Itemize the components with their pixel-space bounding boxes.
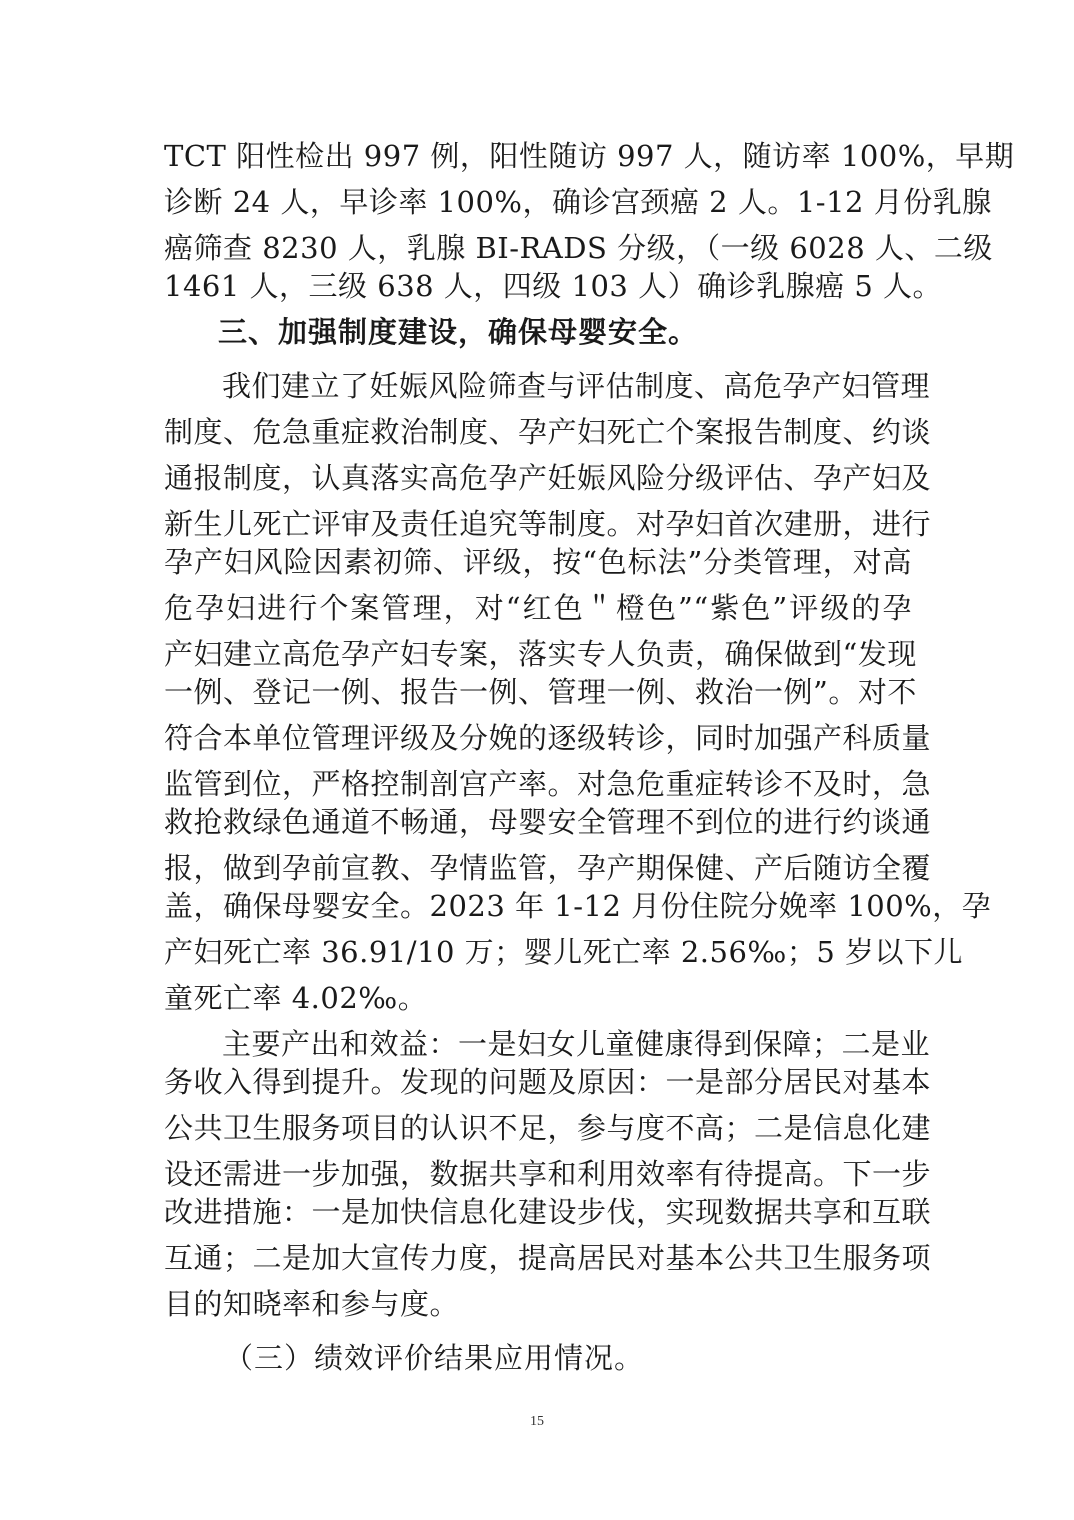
- text-line: 童死亡率 4.02‰。: [164, 981, 428, 1015]
- text-line: 务收入得到提升。发现的问题及原因：一是部分居民对基本: [164, 1065, 932, 1099]
- text-line: 监管到位，严格控制剖宫产率。对急危重症转诊不及时，急: [164, 767, 932, 801]
- text-line: 危孕妇进行个案管理，对“红色＂橙色”“紫色”评级的孕: [164, 591, 912, 625]
- text-line: 互通；二是加大宣传力度，提高居民对基本公共卫生服务项: [164, 1241, 932, 1275]
- text-line: 癌筛查 8230 人，乳腺 BI-RADS 分级，（一级 6028 人、二级: [164, 231, 993, 265]
- text-line: 制度、危急重症救治制度、孕产妇死亡个案报告制度、约谈: [164, 415, 932, 449]
- text-line: 报，做到孕前宣教、孕情监管，孕产期保健、产后随访全覆: [164, 851, 932, 885]
- text-line: TCT 阳性检出 997 例，阳性随访 997 人，随访率 100%，早期: [164, 139, 1015, 173]
- text-line: 目的知晓率和参与度。: [164, 1287, 460, 1321]
- text-line: 符合本单位管理评级及分娩的逐级转诊，同时加强产科质量: [164, 721, 932, 755]
- text-line: 我们建立了妊娠风险筛查与评估制度、高危孕产妇管理: [222, 369, 931, 403]
- text-line: 救抢救绿色通道不畅通，母婴安全管理不到位的进行约谈通: [164, 805, 932, 839]
- text-line: 孕产妇风险因素初筛、评级，按“色标法”分类管理，对高: [164, 545, 912, 579]
- text-line: 1461 人，三级 638 人，四级 103 人）确诊乳腺癌 5 人。: [164, 269, 942, 303]
- text-line: 一例、登记一例、报告一例、管理一例、救治一例”。对不: [164, 675, 917, 709]
- text-line: 主要产出和效益：一是妇女儿童健康得到保障；二是业: [222, 1027, 931, 1061]
- text-line: 改进措施：一是加快信息化建设步伐，实现数据共享和互联: [164, 1195, 932, 1229]
- section-heading: 三、加强制度建设，确保母婴安全。: [218, 315, 699, 349]
- text-line: 公共卫生服务项目的认识不足，参与度不高；二是信息化建: [164, 1111, 932, 1145]
- text-line: 新生儿死亡评审及责任追究等制度。对孕妇首次建册，进行: [164, 507, 932, 541]
- text-line: 产妇建立高危孕产妇专案，落实专人负责，确保做到“发现: [164, 637, 917, 671]
- text-line: 诊断 24 人，早诊率 100%，确诊宫颈癌 2 人。1-12 月份乳腺: [164, 185, 992, 219]
- subsection-heading: （三）绩效评价结果应用情况。: [224, 1341, 645, 1375]
- text-line: 产妇死亡率 36.91/10 万；婴儿死亡率 2.56‰；5 岁以下儿: [164, 935, 963, 969]
- text-line: 盖，确保母婴安全。2023 年 1-12 月份住院分娩率 100%，孕: [164, 889, 992, 923]
- text-line: 通报制度，认真落实高危孕产妊娠风险分级评估、孕产妇及: [164, 461, 932, 495]
- text-line: 设还需进一步加强，数据共享和利用效率有待提高。下一步: [164, 1157, 932, 1191]
- page-number: 15: [530, 1414, 544, 1429]
